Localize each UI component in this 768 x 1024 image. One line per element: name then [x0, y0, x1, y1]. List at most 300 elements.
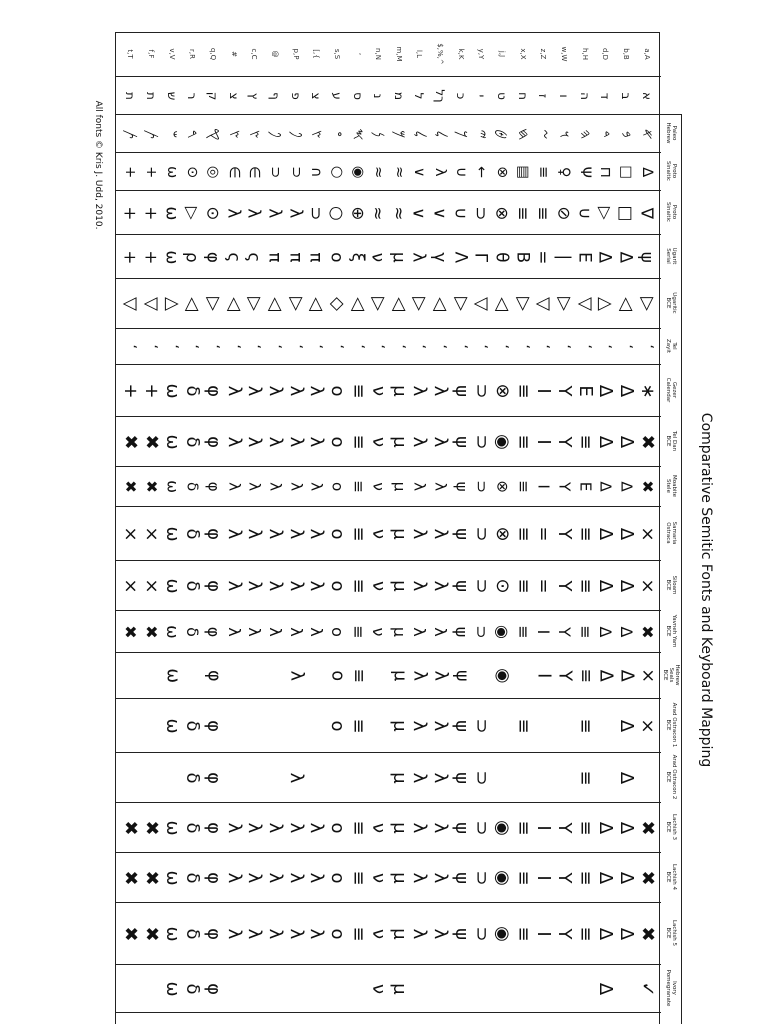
key-label: #	[229, 51, 238, 57]
letter-glyph: 𐤑	[225, 129, 242, 139]
letter-glyph: Y	[554, 822, 576, 834]
letter-glyph: ψ	[450, 528, 472, 540]
letter-glyph: ✖	[142, 480, 161, 494]
letter-glyph: ≡	[513, 625, 533, 639]
glyph-row	[120, 279, 657, 328]
letter-glyph: Γ	[471, 252, 492, 262]
letter-glyph: 𐤉	[473, 129, 490, 139]
letter-glyph: 𐤀	[638, 128, 655, 140]
letter-glyph: ω	[161, 205, 182, 220]
letter-glyph: ω	[162, 668, 183, 684]
letter-glyph: E	[576, 482, 595, 492]
letter-glyph: λ	[264, 822, 286, 834]
letter-glyph: ✓	[636, 981, 658, 997]
letter-glyph: λ	[306, 580, 328, 592]
letter-glyph: λ	[265, 627, 285, 637]
letter-glyph: μ	[388, 528, 410, 540]
letter-glyph: λ	[409, 772, 431, 784]
letter-glyph: λ	[409, 822, 431, 834]
letter-glyph: λ	[223, 208, 244, 218]
key-label: m,M	[394, 46, 403, 62]
letter-glyph: ⊃	[471, 526, 493, 542]
font-row-label	[660, 190, 682, 234]
letter-glyph: ◁	[347, 297, 369, 311]
letter-glyph: ∇	[637, 207, 658, 219]
letter-glyph: λ	[223, 872, 245, 884]
letter-glyph: ≡	[348, 668, 369, 684]
letter-glyph: λ	[285, 772, 307, 784]
letter-glyph: ≡	[347, 578, 369, 594]
font-row-label	[660, 364, 682, 416]
letter-glyph: ⊘	[554, 205, 575, 220]
letter-glyph: π	[285, 251, 306, 263]
letter-glyph: λ	[244, 580, 266, 592]
letter-glyph: 𐤇	[514, 127, 531, 141]
letter-glyph: Β	[513, 251, 534, 263]
letter-glyph: 𐤐	[267, 130, 284, 138]
letter-glyph: ד	[598, 92, 613, 100]
letter-glyph: ‘	[556, 344, 573, 350]
letter-glyph: א	[639, 91, 654, 101]
letter-glyph: o	[326, 822, 348, 834]
letter-glyph: ⊗	[493, 480, 512, 494]
letter-glyph: מ	[391, 91, 406, 101]
letter-glyph: ω	[161, 870, 183, 886]
letter-glyph: μ	[389, 670, 410, 682]
letter-glyph: ψ	[450, 580, 472, 592]
font-row-label	[660, 466, 682, 506]
letter-glyph: ח	[515, 92, 530, 100]
letter-glyph: λ	[431, 482, 450, 492]
letter-glyph: μ	[389, 626, 409, 638]
letter-glyph: △	[595, 297, 617, 311]
font-name: Gezer Calendar	[665, 377, 677, 403]
letter-glyph: ψ	[450, 928, 472, 940]
letter-glyph: ≡	[575, 668, 596, 684]
letter-glyph: ✖	[636, 434, 658, 450]
letter-glyph: =	[533, 578, 555, 594]
letter-glyph: λ	[307, 482, 326, 492]
letter-glyph: □	[618, 165, 635, 179]
letter-glyph: μ	[388, 385, 410, 397]
letter-glyph: λ	[286, 627, 306, 637]
letter-glyph: λ	[411, 482, 430, 492]
letter-glyph: ‘	[494, 344, 511, 350]
font-name: Lachish 5 BCE	[665, 919, 677, 947]
letter-glyph: ν	[368, 436, 390, 448]
glyph-row	[120, 753, 657, 802]
key-label: c,C	[250, 48, 259, 60]
letter-glyph: ץ	[247, 92, 262, 100]
letter-glyph: I	[533, 931, 555, 937]
font-name: Ugaritic BCE	[665, 292, 677, 314]
font-name: Siloam BCE	[665, 575, 677, 595]
letter-glyph: Y	[554, 528, 576, 540]
letter-glyph: λ	[430, 528, 452, 540]
letter-glyph: λ	[285, 528, 307, 540]
font-row-label	[660, 278, 682, 328]
letter-glyph: λ	[287, 482, 306, 492]
font-name: Hebrew Seals BCE	[662, 664, 680, 686]
letter-glyph: Δ	[595, 579, 617, 593]
letter-glyph: ψ	[450, 772, 472, 784]
letter-glyph: ◉	[492, 870, 514, 886]
letter-glyph: δ	[182, 872, 204, 884]
letter-glyph: ‘	[164, 344, 181, 350]
letter-glyph: I	[533, 439, 555, 445]
font-row-label	[660, 416, 682, 466]
letter-glyph: צ	[309, 92, 324, 100]
letter-glyph: ν	[369, 627, 389, 637]
letter-glyph: 𐤆	[535, 128, 552, 140]
letter-glyph: λ	[225, 482, 244, 492]
key-label: s,S	[332, 48, 341, 60]
letter-glyph: ק	[205, 91, 220, 101]
letter-glyph: λ	[244, 208, 265, 218]
letter-glyph: λ	[430, 772, 452, 784]
letter-glyph: φ	[202, 528, 224, 540]
glyph-row	[120, 329, 657, 364]
letter-glyph: δ	[182, 528, 204, 540]
letter-glyph: ‘	[309, 344, 326, 350]
letter-glyph: Δ	[596, 481, 615, 493]
letter-glyph: ω	[161, 526, 183, 542]
glyph-row	[120, 115, 657, 152]
letter-glyph: ν	[369, 482, 388, 492]
letter-glyph: φ	[202, 983, 224, 995]
letter-glyph: o	[326, 528, 348, 540]
letter-glyph: o	[327, 251, 348, 263]
glyph-row	[120, 77, 657, 114]
letter-glyph: ▷	[554, 297, 576, 311]
font-row	[116, 803, 661, 853]
font-name: Lachish 4 BCE	[665, 863, 677, 891]
letter-glyph: λ	[409, 872, 431, 884]
glyph-row	[120, 803, 657, 852]
letter-glyph: ◁	[182, 297, 204, 311]
letter-glyph: ◉	[349, 165, 366, 179]
letter-glyph: ≡	[512, 718, 534, 734]
letter-glyph: ‘	[350, 344, 367, 350]
letter-glyph: ×	[636, 578, 658, 594]
letter-glyph: ≡	[575, 625, 595, 639]
glyph-row	[120, 611, 657, 652]
letter-glyph: λ	[264, 528, 286, 540]
glyph-row	[120, 153, 657, 190]
key-label: j,J	[498, 50, 507, 58]
letter-glyph: ○	[327, 205, 348, 221]
letter-glyph: λ	[410, 627, 430, 637]
key-label: d,D	[601, 47, 610, 61]
letter-glyph: ∪	[451, 206, 472, 220]
font-name: Proto Sinaitic	[665, 160, 677, 182]
letter-glyph: =	[533, 526, 555, 542]
font-row	[116, 365, 661, 417]
letter-glyph: ‘	[288, 344, 305, 350]
letter-glyph: o	[328, 482, 347, 492]
letter-glyph: ≡	[512, 820, 534, 836]
letter-glyph: +	[140, 383, 162, 399]
copyright-credit: All fonts © Kris J. Udd, 2010.	[93, 100, 103, 230]
letter-glyph: λ	[430, 670, 451, 682]
letter-glyph: ✖	[120, 820, 142, 836]
letter-glyph: λ	[244, 436, 266, 448]
letter-glyph: 𐤓	[184, 129, 201, 139]
letter-glyph: ל	[412, 92, 427, 100]
letter-glyph: Y	[554, 580, 576, 592]
letter-glyph: ר	[185, 92, 200, 100]
letter-glyph: δ	[183, 482, 202, 492]
letter-glyph: ⊃	[472, 625, 492, 639]
letter-glyph: Δ	[616, 821, 638, 835]
letter-glyph: λ	[245, 627, 265, 637]
letter-glyph: φ	[203, 670, 224, 682]
letter-glyph: Δ	[595, 821, 617, 835]
letter-glyph: ‘	[639, 344, 656, 350]
letter-glyph: ω	[161, 249, 182, 264]
letter-glyph: Y	[554, 872, 576, 884]
letter-glyph: Y	[554, 670, 575, 682]
letter-glyph: ⊗	[494, 165, 511, 179]
letter-glyph: ω	[161, 820, 183, 836]
key-label: y,Y	[477, 48, 486, 60]
letter-glyph: ◁	[264, 297, 286, 311]
letter-glyph: ▽	[120, 297, 142, 311]
letter-glyph: ≡	[574, 434, 596, 450]
letter-glyph: ♀	[556, 166, 573, 178]
font-row	[116, 329, 661, 365]
font-row-label	[660, 610, 682, 652]
letter-glyph: λ	[285, 208, 306, 218]
font-name: Paleo Hebrew	[665, 122, 677, 144]
letter-glyph: ⊙	[184, 165, 201, 179]
font-row-label	[660, 234, 682, 278]
letter-glyph: ≡	[349, 480, 368, 494]
font-row-label	[660, 560, 682, 610]
letter-glyph: ◇	[326, 297, 348, 311]
letter-glyph: λ	[410, 670, 431, 682]
letter-glyph: ν	[368, 822, 390, 834]
letter-glyph: ω	[161, 578, 183, 594]
letter-glyph: ‘	[123, 344, 140, 350]
letter-glyph: λ	[432, 167, 449, 177]
letter-glyph: ≡	[347, 526, 369, 542]
font-row-label	[660, 852, 682, 902]
letter-glyph: λ	[223, 528, 245, 540]
glyph-row	[120, 417, 657, 466]
font-name: Ivory Pomegranate	[665, 969, 677, 1007]
letter-glyph: ψ	[451, 626, 471, 638]
font-row	[116, 903, 661, 965]
letter-glyph: ⊃	[287, 165, 304, 179]
letter-glyph: ▽	[574, 297, 596, 311]
letter-glyph: Δ	[616, 771, 638, 785]
font-row	[116, 561, 661, 611]
letter-glyph: ▷	[636, 297, 658, 311]
letter-glyph: λ	[224, 627, 244, 637]
font-name: Tel Zayit	[665, 338, 677, 354]
letter-glyph: λ	[244, 872, 266, 884]
letter-glyph: δ	[182, 385, 204, 397]
letter-glyph: λ	[223, 580, 245, 592]
font-name: Ugarit Serial	[665, 247, 677, 265]
letter-glyph: ✖	[140, 870, 162, 886]
letter-glyph: ≈	[391, 165, 408, 179]
letter-glyph: ◉	[492, 820, 514, 836]
letter-glyph: פ	[288, 92, 303, 100]
letter-glyph: 𐤑	[308, 129, 325, 139]
letter-glyph: ⊃	[267, 165, 284, 179]
letter-glyph: E	[574, 385, 596, 397]
letter-glyph: γ	[430, 252, 451, 262]
font-row	[116, 965, 661, 1013]
letter-glyph: י	[474, 94, 489, 98]
glyph-row	[120, 903, 657, 964]
letter-glyph: ✖	[636, 926, 658, 942]
letter-glyph: λ	[409, 385, 431, 397]
letter-glyph: ≡	[347, 926, 369, 942]
font-row	[116, 611, 661, 653]
letter-glyph: ✖	[637, 625, 657, 639]
letter-glyph: ≡	[512, 383, 534, 399]
letter-glyph: μ	[388, 822, 410, 834]
letter-glyph: λ	[244, 385, 266, 397]
letter-glyph: μ	[389, 251, 410, 263]
glyph-row	[120, 235, 657, 278]
key-label: z,Z	[539, 48, 548, 60]
letter-glyph: 𐤋	[432, 130, 449, 138]
letter-glyph: ω	[161, 981, 183, 997]
key-label: x,X	[518, 48, 527, 60]
letter-glyph: λ	[307, 627, 327, 637]
letter-glyph: λ	[244, 928, 266, 940]
letter-glyph: Y	[555, 627, 575, 637]
font-name: Yavneh Yam BCE	[665, 614, 677, 648]
letter-glyph: 𐤍	[370, 131, 387, 137]
letter-glyph: ≡	[514, 480, 533, 494]
letter-glyph: ×	[140, 578, 162, 594]
letter-glyph: I	[534, 484, 553, 490]
letter-glyph: φ	[202, 385, 224, 397]
letter-glyph: μ	[390, 482, 409, 492]
font-name: Samaria Ostraca	[665, 521, 677, 545]
letter-glyph: ≡	[574, 770, 596, 786]
letter-glyph: μ	[388, 436, 410, 448]
letter-glyph: 𐤊	[453, 130, 469, 138]
letter-glyph: λ	[285, 385, 307, 397]
letter-glyph: ה	[577, 92, 592, 100]
letter-glyph: λ	[264, 385, 286, 397]
letter-glyph: ‘	[536, 344, 553, 350]
letter-glyph: Δ	[595, 435, 617, 449]
letter-glyph: ✖	[120, 926, 142, 942]
font-row	[116, 699, 661, 753]
letter-glyph: ≡	[574, 820, 596, 836]
letter-glyph: λ	[223, 385, 245, 397]
letter-glyph: ◉	[492, 668, 513, 684]
letter-glyph: o	[326, 385, 348, 397]
font-name: Proto Sinaitic	[665, 201, 677, 223]
letter-glyph: ≡	[574, 870, 596, 886]
letter-glyph: ω	[163, 165, 180, 179]
letter-glyph: ≡	[574, 926, 596, 942]
letter-glyph: Y	[554, 385, 576, 397]
letter-glyph: I	[533, 875, 555, 881]
letter-glyph: ≡	[512, 434, 534, 450]
letter-glyph: ∈	[246, 165, 263, 179]
letter-glyph: ▷	[202, 297, 224, 311]
letter-glyph: ≡	[513, 205, 534, 220]
letter-glyph: ν	[368, 983, 390, 995]
glyph-row	[120, 561, 657, 610]
letter-glyph: ν	[368, 580, 390, 592]
letter-glyph: ∪	[575, 206, 596, 220]
letter-glyph: φ	[204, 481, 223, 493]
letter-glyph: ע	[329, 92, 344, 100]
letter-glyph: ∨	[430, 206, 451, 220]
letter-glyph: ✖	[140, 434, 162, 450]
letter-glyph: ψ	[450, 872, 472, 884]
letter-glyph: ‘	[474, 344, 491, 350]
letter-glyph: λ	[223, 928, 245, 940]
letter-glyph: λ	[266, 482, 285, 492]
letter-glyph: λ	[430, 436, 452, 448]
glyph-row	[120, 853, 657, 902]
letter-glyph: ‘	[453, 344, 470, 350]
letter-glyph: ≡	[512, 870, 534, 886]
letter-glyph: δ	[182, 720, 204, 732]
letter-glyph: 𐤌	[391, 130, 408, 138]
letter-glyph: Δ	[596, 626, 616, 638]
letter-glyph: Λ	[451, 251, 472, 263]
letter-glyph: λ	[430, 385, 452, 397]
letter-glyph: +	[122, 165, 139, 179]
letter-glyph: ▷	[450, 297, 472, 311]
letter-glyph: ψ	[451, 670, 472, 682]
letter-glyph: o	[326, 580, 348, 592]
font-row-label	[660, 114, 682, 152]
letter-glyph: Y	[555, 482, 574, 492]
letter-glyph: ‘	[577, 344, 594, 350]
letter-glyph: φ	[202, 928, 224, 940]
letter-glyph: ✖	[121, 480, 140, 494]
letter-glyph: φ	[203, 251, 224, 263]
letter-glyph: λ	[264, 928, 286, 940]
letter-glyph: ω	[161, 926, 183, 942]
letter-glyph: ▷	[182, 206, 203, 220]
letter-glyph: δ	[182, 436, 204, 448]
glyph-row	[120, 33, 657, 76]
font-row	[116, 653, 661, 699]
font-row	[116, 153, 661, 191]
letter-glyph: ‘	[515, 344, 532, 350]
letter-glyph: ≡	[535, 165, 552, 179]
letter-glyph: δ	[182, 928, 204, 940]
keyboard-mapping-row	[116, 33, 661, 77]
letter-glyph: ∗	[636, 383, 658, 399]
letter-glyph: ω	[163, 480, 182, 494]
letter-glyph: Δ	[595, 871, 617, 885]
letter-glyph: ‘	[329, 344, 346, 350]
letter-glyph: φ	[202, 822, 224, 834]
letter-glyph: ≡	[347, 820, 369, 836]
font-row	[116, 417, 661, 467]
font-name: Arad Ostracon 1 BCE	[665, 702, 677, 748]
letter-glyph: □	[616, 205, 637, 221]
letter-glyph: ⊓	[597, 166, 614, 178]
letter-glyph: ▤	[514, 165, 531, 179]
letter-glyph: φ	[203, 626, 223, 638]
